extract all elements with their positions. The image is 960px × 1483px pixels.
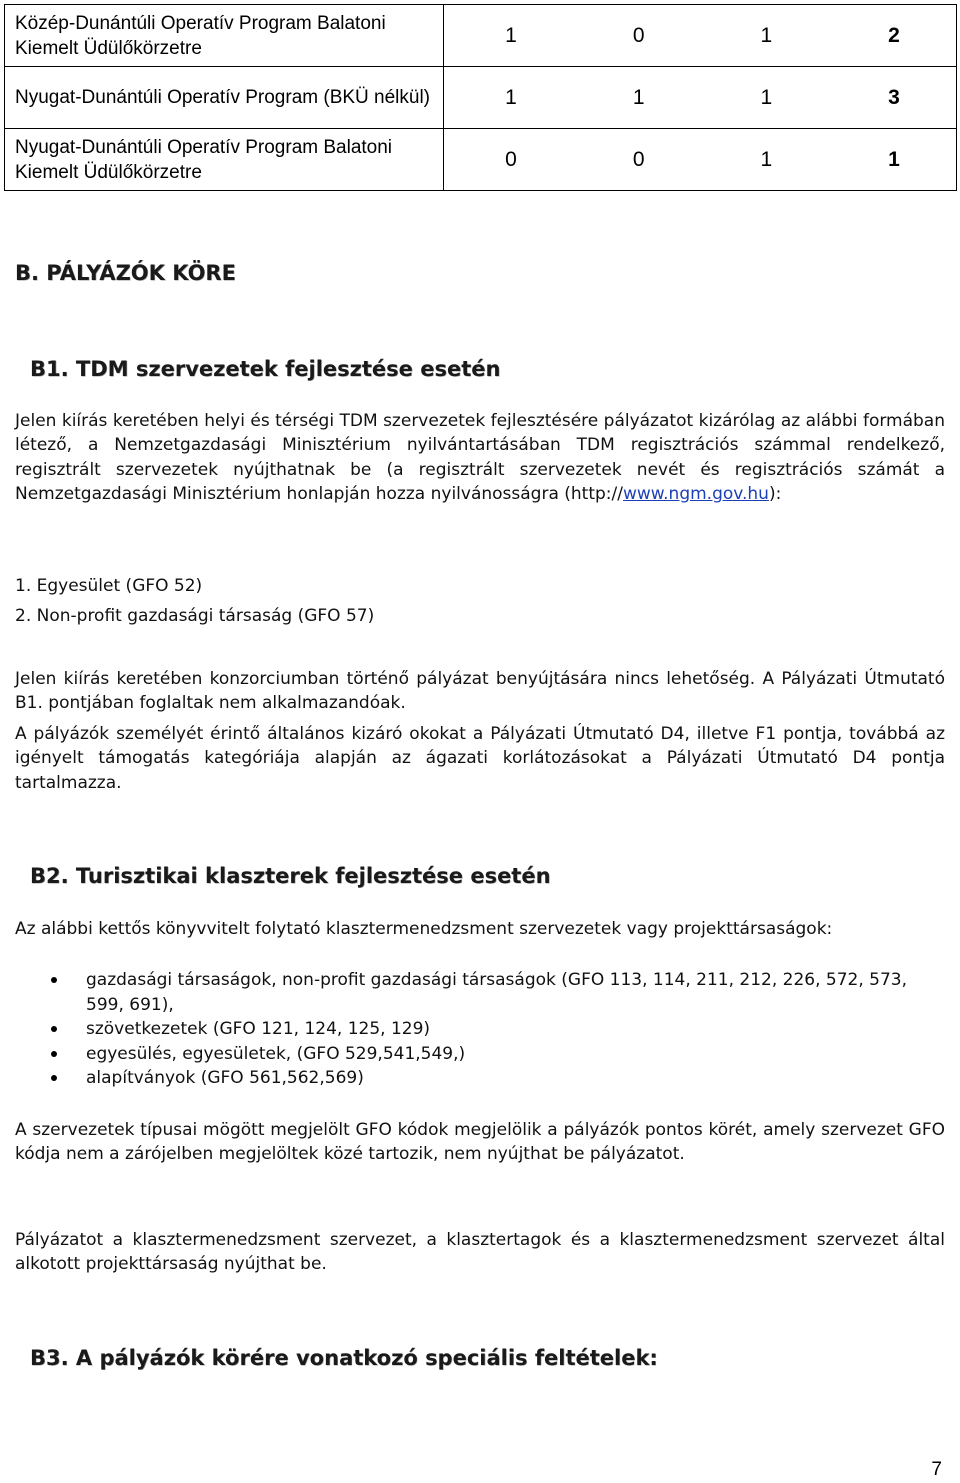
bullet-icon [51, 1051, 57, 1057]
total-cell: 2 [888, 23, 900, 47]
ngm-link[interactable]: www.ngm.gov.hu [622, 483, 769, 504]
section-b-heading: B. PÁLYÁZÓK KÖRE [15, 261, 236, 285]
value-cell: 1 [760, 85, 773, 109]
value-row [501, 148, 904, 172]
total-cell: 1 [888, 147, 900, 171]
list-item: 1. Egyesület (GFO 52) [15, 576, 203, 596]
regions-table [4, 4, 957, 191]
value-cell: 1 [760, 147, 773, 171]
b3-heading: B3. A pályázók körére vonatkozó speciális feltételek: [30, 1346, 658, 1370]
value-cell: 0 [632, 23, 645, 47]
list-item: egyesülés, egyesületek, (GFO 529,541,549,) [48, 1042, 928, 1067]
organization-type-list [48, 968, 928, 1091]
total-cell: 3 [888, 85, 900, 109]
b2-heading: B2. Turisztikai klaszterek fejlesztése esetén [30, 864, 551, 888]
table-row [5, 5, 957, 67]
list-item: alapítványok (GFO 561,562,569) [48, 1066, 928, 1091]
exclusion-paragraph: A pályázók személyét érintő általános kizáró okokat a Pályázati Útmutató D4, illetve F1 pontja, továbbá az igényelt támogatás kategóriája alapján az ágazati korlátozásokat a Pályázati Útmutató D4 pontja tartalmazza. [15, 724, 945, 793]
list-item: gazdasági társaságok, non-profit gazdasági társaságok (GFO 113, 114, 211, 212, 226, 572, 573, 599, 691), [48, 968, 928, 1017]
consortium-paragraph: Jelen kiírás keretében konzorciumban történő pályázat benyújtására nincs lehetőség. A Pályázati Útmutató B1. pontjában foglaltak nem alkalmazandóak. [15, 669, 945, 714]
region-name-cell: Közép-Dunántúli Operatív Program Balatoni Kiemelt Üdülőkörzetre [5, 5, 444, 67]
region-name-cell: Nyugat-Dunántúli Operatív Program Balatoni Kiemelt Üdülőkörzetre [5, 129, 444, 191]
bullet-icon [51, 1026, 57, 1032]
bullet-icon [51, 1075, 57, 1081]
submit-note-paragraph: Pályázatot a klasztermenedzsment szervezet, a klasztertagok és a klasztermenedzsment szervezet által alkotott projekttársaság nyújthat be. [15, 1230, 945, 1275]
bullet-icon [51, 977, 57, 983]
list-item: szövetkezetek (GFO 121, 124, 125, 129) [48, 1017, 928, 1042]
value-row [501, 86, 904, 110]
b1-heading: B1. TDM szervezetek fejlesztése esetén [30, 357, 501, 381]
value-cell: 1 [505, 85, 517, 109]
page-number: 7 [931, 1459, 942, 1480]
value-cell: 1 [505, 23, 517, 47]
value-cell: 0 [505, 147, 517, 171]
table-row [5, 129, 957, 191]
value-row [501, 24, 904, 48]
table-row [5, 67, 957, 129]
value-cell: 1 [760, 23, 773, 47]
value-cell: 0 [632, 147, 645, 171]
value-cell: 1 [632, 85, 645, 109]
gfo-note-paragraph: A szervezetek típusai mögött megjelölt GFO kódok megjelölik a pályázók pontos körét, amely szervezet GFO kódja nem a zárójelben megjelöltek közé tartozik, nem nyújthat be pályázatot. [15, 1120, 945, 1165]
region-name-cell: Nyugat-Dunántúli Operatív Program (BKÜ nélkül) [5, 67, 444, 129]
b1-intro-paragraph: Jelen kiírás keretében helyi és térségi TDM szervezetek fejlesztésére pályázatot kizárólag az alábbi formában létező, a Nemzetgazdasági Minisztérium nyilvántartásában TDM regisztrációs számmal rendelkező, regisztrált szervezetek nyújthatnak be (a regisztrált szervezetek nevét és regisztrációs számát a Nemzetgazdasági Minisztérium honlapján hozza nyilvánosságra (http://www.ngm.gov.hu): [15, 411, 945, 504]
b2-intro-paragraph: Az alábbi kettős könyvvitelt folytató klasztermenedzsment szervezetek vagy projekttársaságok: [15, 919, 833, 939]
list-item: 2. Non-profit gazdasági társaság (GFO 57) [15, 606, 375, 626]
